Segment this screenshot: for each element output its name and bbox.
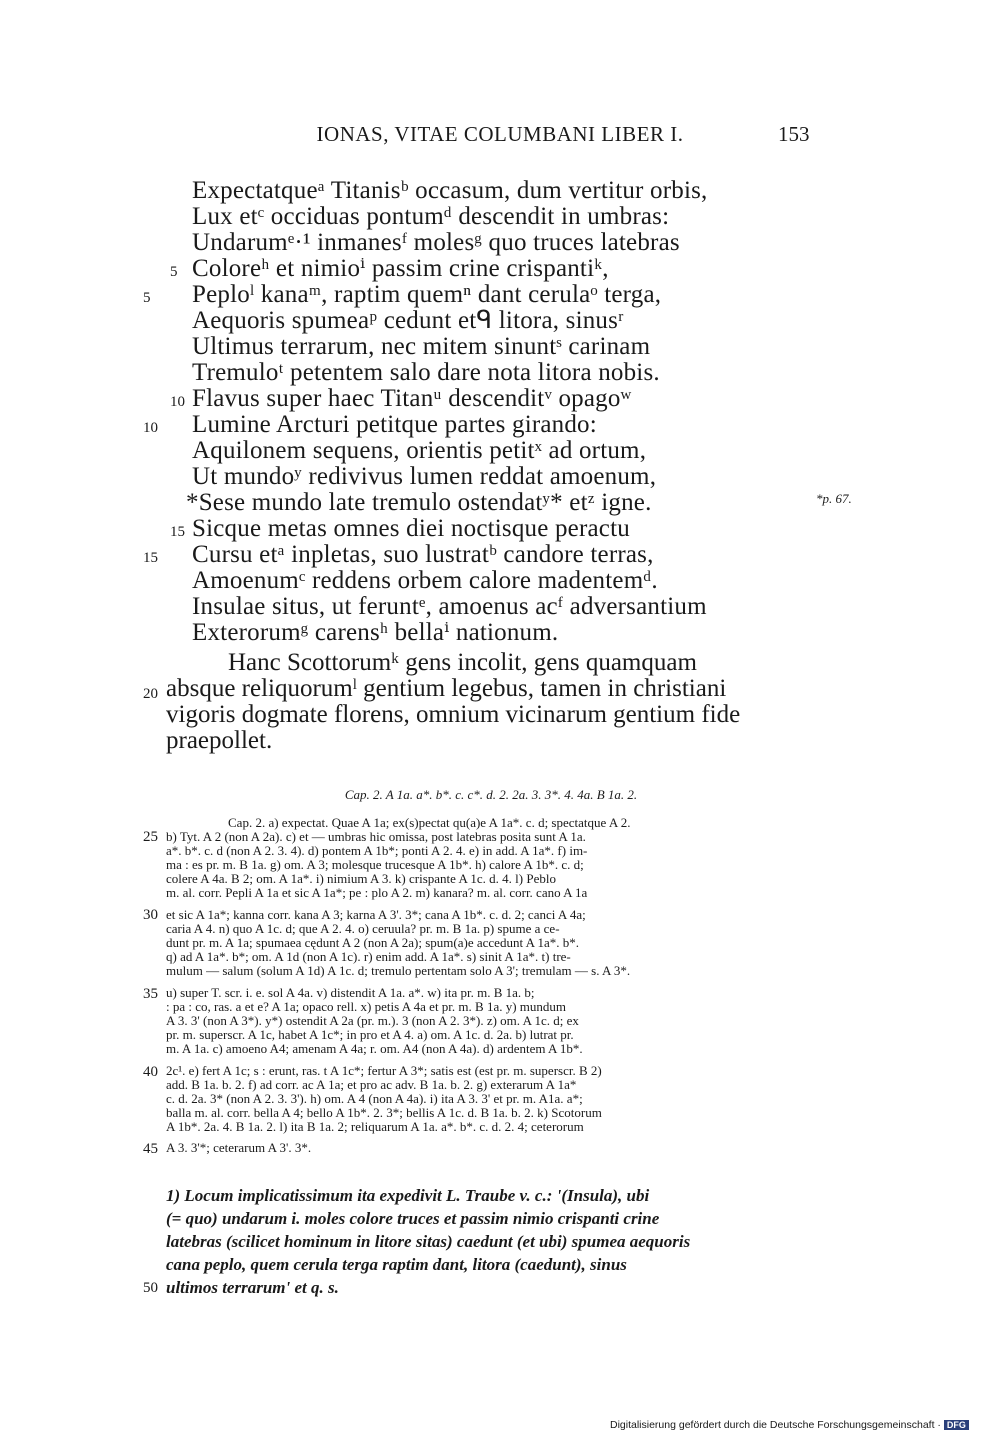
apparatus-line: Cap. 2. a) expectat. Quae A 1a; ex(s)pectat qu(a)e A 1a*. c. d; spectatque A 2.: [228, 815, 631, 830]
poem-line: *Sese mundo late tremulo ostendatʸ* etᶻ igne.: [186, 489, 652, 516]
poem-line: Sicque metas omnes diei noctisque peractu: [192, 515, 630, 542]
apparatus-line: balla m. al. corr. bella A 4; bello A 1b*. 2. 3*; bellis A 1c. d. B 1a. b. 2. k) Scotorum: [166, 1105, 602, 1120]
line-number: 5: [143, 290, 151, 306]
footnote-line: 1) Locum implicatissimum ita expedivit L. Traube v. c.: '(Insula), ubi: [166, 1186, 650, 1205]
poem-line: Ut mundoʸ redivivus lumen reddat amoenum,: [192, 463, 657, 490]
prose-line: Hanc Scottorumᵏ gens incolit, gens quamquam: [228, 649, 697, 676]
apparatus-line: 2c¹. e) fert A 1c; s : erunt, ras. t A 1c*; fertur A 3*; satis est (est pr. m. superscr. B 2): [166, 1063, 602, 1078]
apparatus-line: q) ad A 1a*. b*; om. A 1d (non A 1c). r) enim add. A 1a*. s) sinit A 1a*. t) tre-: [166, 949, 571, 964]
poem-line: Flavus super haec Titanᵘ descenditᵛ opagoʷ: [192, 385, 632, 412]
prose-paragraph: [166, 650, 816, 760]
line-number: 20: [143, 686, 158, 702]
apparatus-line: A 3. 3'*; ceterarum A 3'. 3*.: [166, 1140, 312, 1155]
apparatus-line: caria A 4. n) quo A 1c. d; que A 2. 4. o) ceruula? pr. m. B 1a. p) spume a ce-: [166, 921, 560, 936]
poem-line: Exterorumᵍ carensʰ bellaⁱ nationum.: [192, 619, 559, 646]
poem-line: Insulae situs, ut feruntᵉ, amoenus acᶠ adversantium: [192, 593, 707, 620]
line-number: 10: [143, 420, 158, 436]
digitization-credit: [610, 1419, 969, 1431]
manuscript-sigla: Cap. 2. A 1a. a*. b*. c. c*. d. 2. 2a. 3. 3*. 4. 4a. B 1a. 2.: [344, 787, 638, 802]
apparatus-line: u) super T. scr. i. e. sol A 4a. v) distendit A 1a. a*. w) ita pr. m. B 1a. b;: [166, 985, 535, 1000]
poem-line: Aquilonem sequens, orientis petitˣ ad ortum,: [192, 437, 647, 464]
apparatus-line: A 1b*. 2a. 4. B 1a. 2. l) ita B 1a. 2; reliquarum A 1a. a*. b*. c. d. 2. 4; ceterorum: [166, 1119, 584, 1134]
dfg-logo: DFG: [944, 1420, 969, 1430]
apparatus-line: pr. m. superscr. A 1c, habet A 1c*; in pro et A 4. a) om. A 1c. d. 2a. b) lutrat pr.: [166, 1027, 574, 1042]
verse-number: 10: [170, 394, 185, 410]
footnote-line: (= quo) undarum i. moles colore truces et passim nimio crispanti crine: [166, 1209, 660, 1228]
apparatus-line: m. A 1a. c) amoeno A4; amenam A 4a; r. om. A4 (non A 4a). d) ardentem A 1b*.: [166, 1041, 583, 1056]
apparatus-line: et sic A 1a*; kanna corr. kana A 3; karna A 3'. 3*; cana A 1b*. c. d. 2; canci A 4a;: [166, 907, 586, 922]
poem-line: Expectatqueᵃ Titanisᵇ occasum, dum vertitur orbis,: [192, 177, 708, 204]
footnote-line: ultimos terrarum' et q. s.: [166, 1278, 339, 1297]
line-number: 40: [143, 1064, 158, 1080]
poem-line: Coloreʰ et nimioⁱ passim crine crispantiᵏ,: [192, 255, 609, 282]
line-number: 50: [143, 1280, 158, 1296]
apparatus-line: b) Tyt. A 2 (non A 2a). c) et — umbras hic omissa, post latebras posita sunt A 1a.: [166, 829, 586, 844]
apparatus-line: add. B 1a. b. 2. f) ad corr. ac A 1a; et pro ac adv. B 1a. b. 2. g) exterarum A 1a*: [166, 1077, 577, 1092]
footnote-line: latebras (scilicet hominum in litore sitas) caedunt (et ubi) spumea aequoris: [166, 1232, 691, 1251]
credit-text: Digitalisierung gefördert durch die Deutsche Forschungsgemeinschaft ·: [610, 1419, 941, 1431]
poem-line: Undarumᵉ·¹ inmanesᶠ molesᵍ quo truces latebras: [192, 229, 680, 256]
poem-line: Amoenumᶜ reddens orbem calore madentemᵈ.: [192, 567, 658, 594]
apparatus-line: mulum — salum (solum A 1d) A 1c. d; tremulo pertentam solo A 3'; tremulam — s. A 3*.: [166, 963, 631, 978]
apparatus-line: colere A 4a. B 2; om. A 1a*. i) nimium A 3. k) crispante A 1c. d. 4. l) Peblo: [166, 871, 556, 886]
poem-line: Peploˡ kanaᵐ, raptim quemⁿ dant cerulaᵒ terga,: [192, 281, 662, 308]
line-number: 30: [143, 907, 158, 923]
verse-number: 15: [170, 524, 185, 540]
page-number: 153: [778, 122, 810, 146]
line-number: 25: [143, 829, 158, 845]
verse-number: 5: [170, 264, 178, 280]
prose-line: vigoris dogmate florens, omnium vicinarum gentium fide: [166, 701, 741, 728]
line-number: 15: [143, 550, 158, 566]
poem-line: Cursu etᵃ inpletas, suo lustratᵇ candore terras,: [192, 541, 654, 568]
apparatus-line: : pa : co, ras. a et e? A 1a; opaco rell. x) petis A 4a et pr. m. B 1a. y) mundum: [166, 999, 567, 1014]
apparatus-line: a*. b*. c. d (non A 2. 3. 4). d) pontem A 1b*; ponti A 2. 4. e) in add. A 1a*. f) im-: [166, 843, 588, 858]
apparatus-line: A 3. 3' (non A 3*). y*) ostendit A 2a (pr. m.). 3 (non A 2. 3*). z) om. A 1c. d; ex: [166, 1013, 579, 1028]
line-number: 35: [143, 986, 158, 1002]
poem-line: Lux etᶜ occiduas pontumᵈ descendit in umbras:: [192, 203, 670, 230]
poem-line: Aequoris spumeaᵖ cedunt etᑫ litora, sinusʳ: [192, 307, 624, 334]
running-title: IONAS, VITAE COLUMBANI LIBER I.: [316, 122, 684, 146]
footnote-line: cana peplo, quem cerula terga raptim dant, litora (caedunt), sinus: [166, 1255, 627, 1274]
poem-line: Ultimus terrarum, nec mitem sinuntˢ carinam: [192, 333, 651, 360]
apparatus-line: dunt pr. m. A 1a; spumaea cędunt A 2 (non A 2a); spum(a)e accedunt A 1a*. b*.: [166, 935, 580, 950]
apparatus-line: ma : es pr. m. B 1a. g) om. A 3; molesque trucesque A 1b*. h) calore A 1b*. c. d;: [166, 857, 584, 872]
prose-line: praepollet.: [166, 727, 273, 754]
apparatus-line: c. d. 2a. 3* (non A 2. 3. 3'). h) om. A 4 (non A 4a). i) ita A 3. 3' et pr. m. A1a. a*;: [166, 1091, 583, 1106]
margin-page-reference: *p. 67.: [816, 491, 852, 506]
poem-line: Lumine Arcturi petitque partes girando:: [192, 411, 597, 438]
prose-line: absque reliquorumˡ gentium legebus, tamen in christiani: [166, 675, 727, 702]
poem-line: Tremuloᵗ petentem salo dare nota litora nobis.: [192, 359, 660, 386]
apparatus-line: m. al. corr. Pepli A 1a et sic A 1a*; pe : plo A 2. m) kanara? m. al. corr. cano A 1a: [166, 885, 588, 900]
line-number: 45: [143, 1141, 158, 1157]
